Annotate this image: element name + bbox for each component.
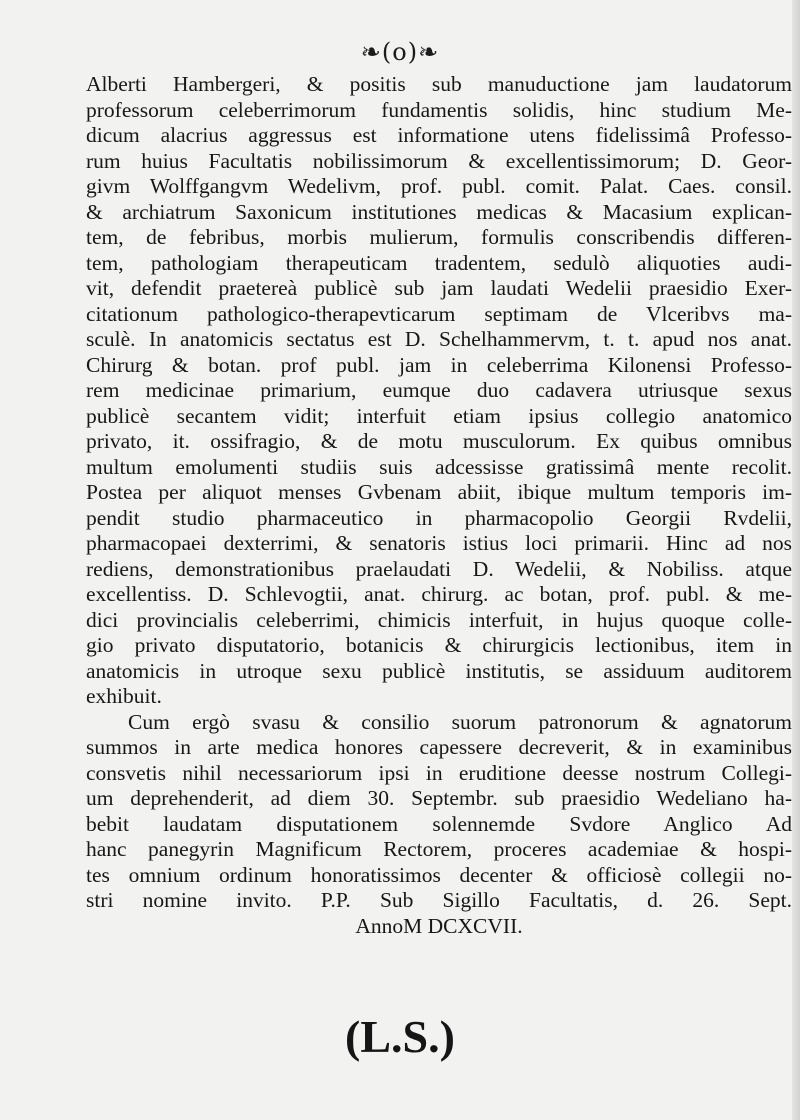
text-line: Chirurg & botan. prof publ. jam in celeberrima Kilonensi Professo- (86, 352, 792, 377)
text-line: sculè. In anatomicis sectatus est D. Schelhammervm, t. t. apud nos anat. (86, 327, 792, 351)
text-line: exhibuit. (86, 684, 162, 708)
text-line: rediens, demonstrationibus praelaudati D. Wedelii, & Nobiliss. atque (86, 556, 792, 581)
page-header-ornament: ❧(o)❧ (360, 38, 440, 66)
text-line: pharmacopaei dexterrimi, & senatoris istius loci primarii. Hinc ad nos (86, 531, 792, 555)
text-line: Alberti Hambergeri, & positis sub manuductione jam laudatorum (86, 72, 792, 96)
text-line: hanc panegyrin Magnificum Rectorem, proceres academiae & hospi- (86, 837, 792, 861)
text-line: Cum ergò svasu & consilio suorum patronorum & agnatorum (128, 709, 792, 734)
text-line: pendit studio pharmaceutico in pharmacopolio Georgii Rvdelii, (86, 505, 792, 530)
text-line: anatomicis in utroque sexu publicè institutis, se assiduum auditorem (86, 658, 792, 683)
text-line-date: AnnoM DCXCVII. (355, 913, 523, 938)
text-line: excellentiss. D. Schlevogtii, anat. chirurg. ac botan, prof. publ. & me- (86, 582, 792, 606)
text-line: & archiatrum Saxonicum institutiones medicas & Macasium explican- (86, 199, 792, 224)
text-line: consvetis nihil necessariorum ipsi in eruditione deesse nostrum Collegi- (86, 760, 792, 785)
text-line: stri nomine invito. P.P. Sub Sigillo Facultatis, d. 26. Sept. (86, 888, 792, 912)
text-line: rum huius Facultatis nobilissimorum & excellentissimorum; D. Geor- (86, 148, 792, 173)
text-line: gio privato disputatorio, botanicis & chirurgicis lectionibus, item in (86, 633, 792, 657)
text-line: tes omnium ordinum honoratissimos decenter & officiosè collegii no- (86, 862, 792, 887)
text-line: summos in arte medica honores capessere decreverit, & in examinibus (86, 735, 792, 759)
text-line: publicè secantem vidit; interfuit etiam ipsius collegio anatomico (86, 403, 792, 428)
text-line: tem, pathologiam therapeuticam tradentem, sedulò aliquoties audi- (86, 250, 792, 275)
text-line: professorum celeberrimorum fundamentis solidis, hinc studium Me- (86, 97, 792, 122)
text-line: givm Wolffgangvm Wedelivm, prof. publ. comit. Palat. Caes. consil. (86, 174, 792, 198)
page-fold-shadow (792, 0, 800, 1120)
text-line: um deprehenderit, ad diem 30. Septembr. sub praesidio Wedeliano ha- (86, 786, 792, 810)
text-line: multum emolumenti studiis suis adcessisse gratissimâ mente recolit. (86, 454, 792, 479)
text-line: vit, defendit praetereà publicè sub jam laudati Wedelii praesidio Exer- (86, 276, 792, 300)
text-line: privato, it. ossifragio, & de motu musculorum. Ex quibus omnibus (86, 429, 792, 453)
text-line: bebit laudatam disputationem solennemde Svdore Anglico Ad (86, 811, 792, 836)
text-line: tem, de febribus, morbis mulierum, formulis conscribendis differen- (86, 225, 792, 249)
text-line: rem medicinae primarium, eumque duo cadavera utriusque sexus (86, 378, 792, 402)
body-text (86, 72, 792, 939)
seal-mark: (L.S.) (345, 1011, 455, 1062)
text-line: dici provincialis celeberrimi, chimicis interfuit, in hujus quoque colle- (86, 607, 792, 632)
text-line: dicum alacrius aggressus est informatione utens fidelissimâ Professo- (86, 123, 792, 147)
text-line: citationum pathologico-therapevticarum septimam de Vlceribvs ma- (86, 301, 792, 326)
text-line: Postea per aliquot menses Gvbenam abiit, ibique multum temporis im- (86, 480, 792, 504)
